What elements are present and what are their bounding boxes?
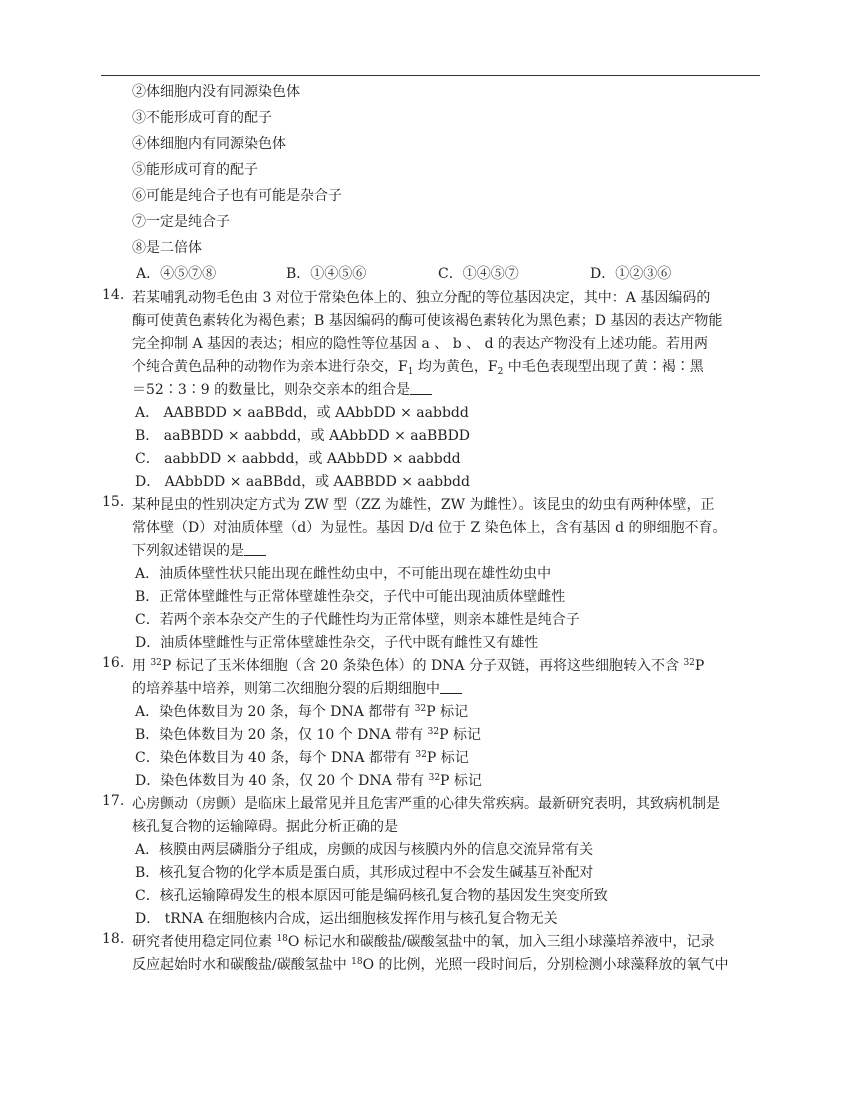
q16-choice-b[interactable]: B．染色体数目为 20 条，仅 10 个 DNA 带有 $^{32}$P 标记 — [135, 727, 481, 743]
q15-choice-c[interactable]: C．若两个亲本杂交产生的子代雌性均为正常体壁，则亲本雄性是纯合子 — [135, 612, 580, 628]
q15-choice-b[interactable]: B．正常体壁雌性与正常体壁雄性杂交，子代中可能出现油质体壁雌性 — [135, 589, 566, 605]
q16-line-2: 的培养基中培养，则第二次细胞分裂的后期细胞中 — [132, 678, 764, 701]
q15-line-2: 常体壁（D）对油质体壁（d）为显性。基因 D/d 位于 Z 染色体上，含有基因 d 的卵细胞不育。 — [132, 520, 727, 536]
q17-choice-a[interactable]: A．核膜由两层磷脂分子组成，房颤的成因与核膜内外的信息交流异常有关 — [135, 842, 594, 858]
answer-blank — [440, 679, 462, 694]
q16-choice-a[interactable]: A．染色体数目为 20 条，每个 DNA 都带有 $^{32}$P 标记 — [135, 704, 469, 720]
question-15 — [100, 494, 764, 563]
q14-line-5: ＝52∶3∶9 的数量比，则杂交亲本的组合是 — [132, 379, 764, 402]
q17-line-1: 心房颤动（房颤）是临床上最常见并且危害严重的心律失常疾病。最新研究表明，其致病机制是 — [132, 796, 720, 812]
q18-line-1: 研究者使用稳定同位素 $^{18}$O 标记水和碳酸盐/碳酸氢盐中的氧，加入三组小球藻培养液中，记录 — [132, 934, 715, 950]
answer-blank — [244, 541, 266, 556]
q14-choice-c[interactable]: C． aabbDD × aabbdd，或 AAbbDD × aabbdd — [135, 451, 461, 467]
question-number: 17. — [102, 793, 125, 809]
q17-choice-b[interactable]: B．核孔复合物的化学本质是蛋白质，其形成过程中不会发生碱基互补配对 — [135, 865, 594, 881]
q13-option-a[interactable]: A．④⑤⑦⑧ — [136, 266, 217, 282]
q16-choice-c[interactable]: C．染色体数目为 40 条，每个 DNA 都带有 $^{32}$P 标记 — [135, 750, 469, 766]
q17-choice-d[interactable]: D． tRNA 在细胞核内合成，运出细胞核发挥作用与核孔复合物无关 — [135, 911, 558, 927]
q13-option-d[interactable]: D．①②③⑥ — [590, 266, 672, 282]
q14-line-4: 个纯合黄色品种的动物作为亲本进行杂交，$F_1$ 均为黄色，$F_2$ 中毛色表现型出现了黄∶褐∶黑 — [132, 359, 704, 377]
q14-choice-d[interactable]: D． AAbbDD × aaBBdd，或 AABBDD × aabbdd — [135, 474, 470, 490]
statement-5: ⑤能形成可育的配子 — [132, 162, 258, 178]
q14-line-2: 酶可使黄色素转化为褐色素；B 基因编码的酶可使该褐色素转化为黑色素；D 基因的表达产物能 — [132, 313, 723, 329]
q16-choice-d[interactable]: D．染色体数目为 40 条，仅 20 个 DNA 带有 $^{32}$P 标记 — [135, 773, 482, 789]
q13-option-c[interactable]: C．①④⑤⑦ — [438, 266, 519, 282]
question-18 — [100, 931, 764, 977]
q15-line-1: 某种昆虫的性别决定方式为 ZW 型（ZZ 为雄性，ZW 为雌性）。该昆虫的幼虫有两种体壁，正 — [132, 497, 715, 513]
page-content — [100, 79, 764, 977]
q13-options — [100, 261, 764, 287]
question-number: 14. — [102, 287, 125, 303]
q16-line-1: 用 $^{32}$P 标记了玉米体细胞（含 20 条染色体）的 DNA 分子双链，再将这些细胞转入不含 $^{32}$P — [132, 658, 705, 674]
question-16 — [100, 655, 764, 701]
question-17 — [100, 793, 764, 839]
q17-line-2: 核孔复合物的运输障碍。据此分析正确的是 — [132, 819, 398, 835]
q18-line-2: 反应起始时水和碳酸盐/碳酸氢盐中 $^{18}$O 的比例，光照一段时间后，分别检测小球藻释放的氧气中 — [132, 957, 729, 973]
q17-choice-c[interactable]: C．核孔运输障碍发生的根本原因可能是编码核孔复合物的基因发生突变所致 — [135, 888, 608, 904]
q13-option-b[interactable]: B．①④⑤⑥ — [286, 266, 367, 282]
answer-blank — [410, 380, 432, 395]
question-number: 16. — [102, 655, 125, 671]
statement-8: ⑧是二倍体 — [132, 240, 202, 256]
q14-line-3: 完全抑制 A 基因的表达；相应的隐性等位基因 a 、 b 、 d 的表达产物没有上述功能。若用两 — [132, 336, 708, 352]
statement-3: ③不能形成可育的配子 — [132, 110, 272, 126]
statement-4: ④体细胞内有同源染色体 — [132, 136, 286, 152]
q14-line-1: 若某哺乳动物毛色由 3 对位于常染色体上的、独立分配的等位基因决定，其中：A 基因编码的 — [132, 290, 711, 306]
q14-choice-a[interactable]: A． AABBDD × aaBBdd，或 AAbbDD × aabbdd — [135, 405, 469, 421]
statement-6: ⑥可能是纯合子也有可能是杂合子 — [132, 188, 342, 204]
header-rule — [101, 75, 760, 76]
q15-choice-a[interactable]: A．油质体壁性状只能出现在雌性幼虫中，不可能出现在雄性幼虫中 — [135, 566, 552, 582]
q14-choice-b[interactable]: B． aaBBDD × aabbdd，或 AAbbDD × aaBBDD — [135, 428, 471, 444]
statement-2: ②体细胞内没有同源染色体 — [132, 84, 300, 100]
q15-line-3: 下列叙述错误的是 — [132, 540, 764, 563]
q15-choice-d[interactable]: D．油质体壁雌性与正常体壁雄性杂交，子代中既有雌性又有雄性 — [135, 635, 539, 651]
question-number: 18. — [102, 931, 125, 947]
statement-7: ⑦一定是纯合子 — [132, 214, 230, 230]
question-number: 15. — [102, 494, 125, 510]
question-14 — [100, 287, 764, 402]
